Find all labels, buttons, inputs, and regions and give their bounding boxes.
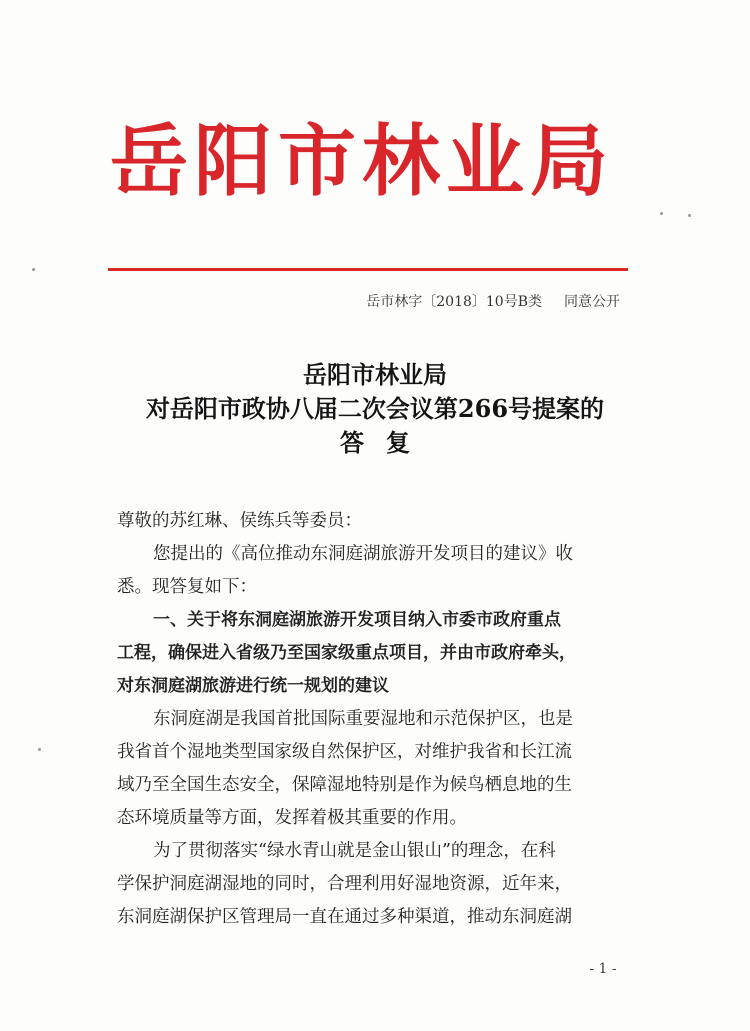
title-line-3: 答复 (340, 428, 432, 457)
section-heading-line: 一、关于将东洞庭湖旅游开发项目纳入市委市政府重点 (153, 610, 561, 630)
title-line-2: 对岳阳市政协八届二次会议第266号提案的 (145, 394, 605, 423)
scan-speck (688, 214, 691, 217)
paragraph-line: 东洞庭湖保护区管理局一直在通过多种渠道，推动东洞庭湖 (117, 907, 572, 927)
document-number-line (320, 293, 620, 311)
letterhead-org-name: 岳阳市林业局 (110, 116, 615, 207)
paragraph-line: 学保护洞庭湖湿地的同时，合理利用好湿地资源，近年来， (117, 874, 572, 894)
paragraph-line: 域乃至全国生态安全，保障湿地特别是作为候鸟栖息地的生 (117, 775, 572, 795)
paragraph-line: 我省首个湿地类型国家级自然保护区，对维护我省和长江流 (117, 742, 572, 762)
title-line-1: 岳阳市林业局 (303, 360, 447, 389)
document-number: 岳市林字〔2018〕10号B类 (366, 294, 542, 310)
document-body (117, 505, 637, 934)
salutation: 尊敬的苏红琳、侯练兵等委员： (117, 511, 362, 531)
disclosure-status: 同意公开 (564, 294, 620, 310)
section-heading-line: 工程，确保进入省级乃至国家级重点项目，并由市政府牵头， (117, 643, 576, 663)
section-heading-line: 对东洞庭湖旅游进行统一规划的建议 (117, 676, 389, 696)
scan-speck (660, 212, 663, 215)
paragraph-line: 您提出的《高位推动东洞庭湖旅游开发项目的建议》收 (153, 544, 573, 564)
document-title (80, 358, 670, 460)
paragraph-line: 为了贯彻落实“绿水青山就是金山银山”的理念，在科 (153, 841, 556, 861)
paragraph-line: 态环境质量等方面，发挥着极其重要的作用。 (117, 808, 467, 828)
letterhead-red-rule (108, 268, 628, 271)
paragraph-line: 悉。现答复如下： (117, 577, 257, 597)
paragraph-line: 东洞庭湖是我国首批国际重要湿地和示范保护区，也是 (153, 709, 573, 729)
scan-speck (32, 268, 35, 271)
page-number: - 1 - (589, 961, 617, 977)
scan-speck (38, 748, 41, 751)
